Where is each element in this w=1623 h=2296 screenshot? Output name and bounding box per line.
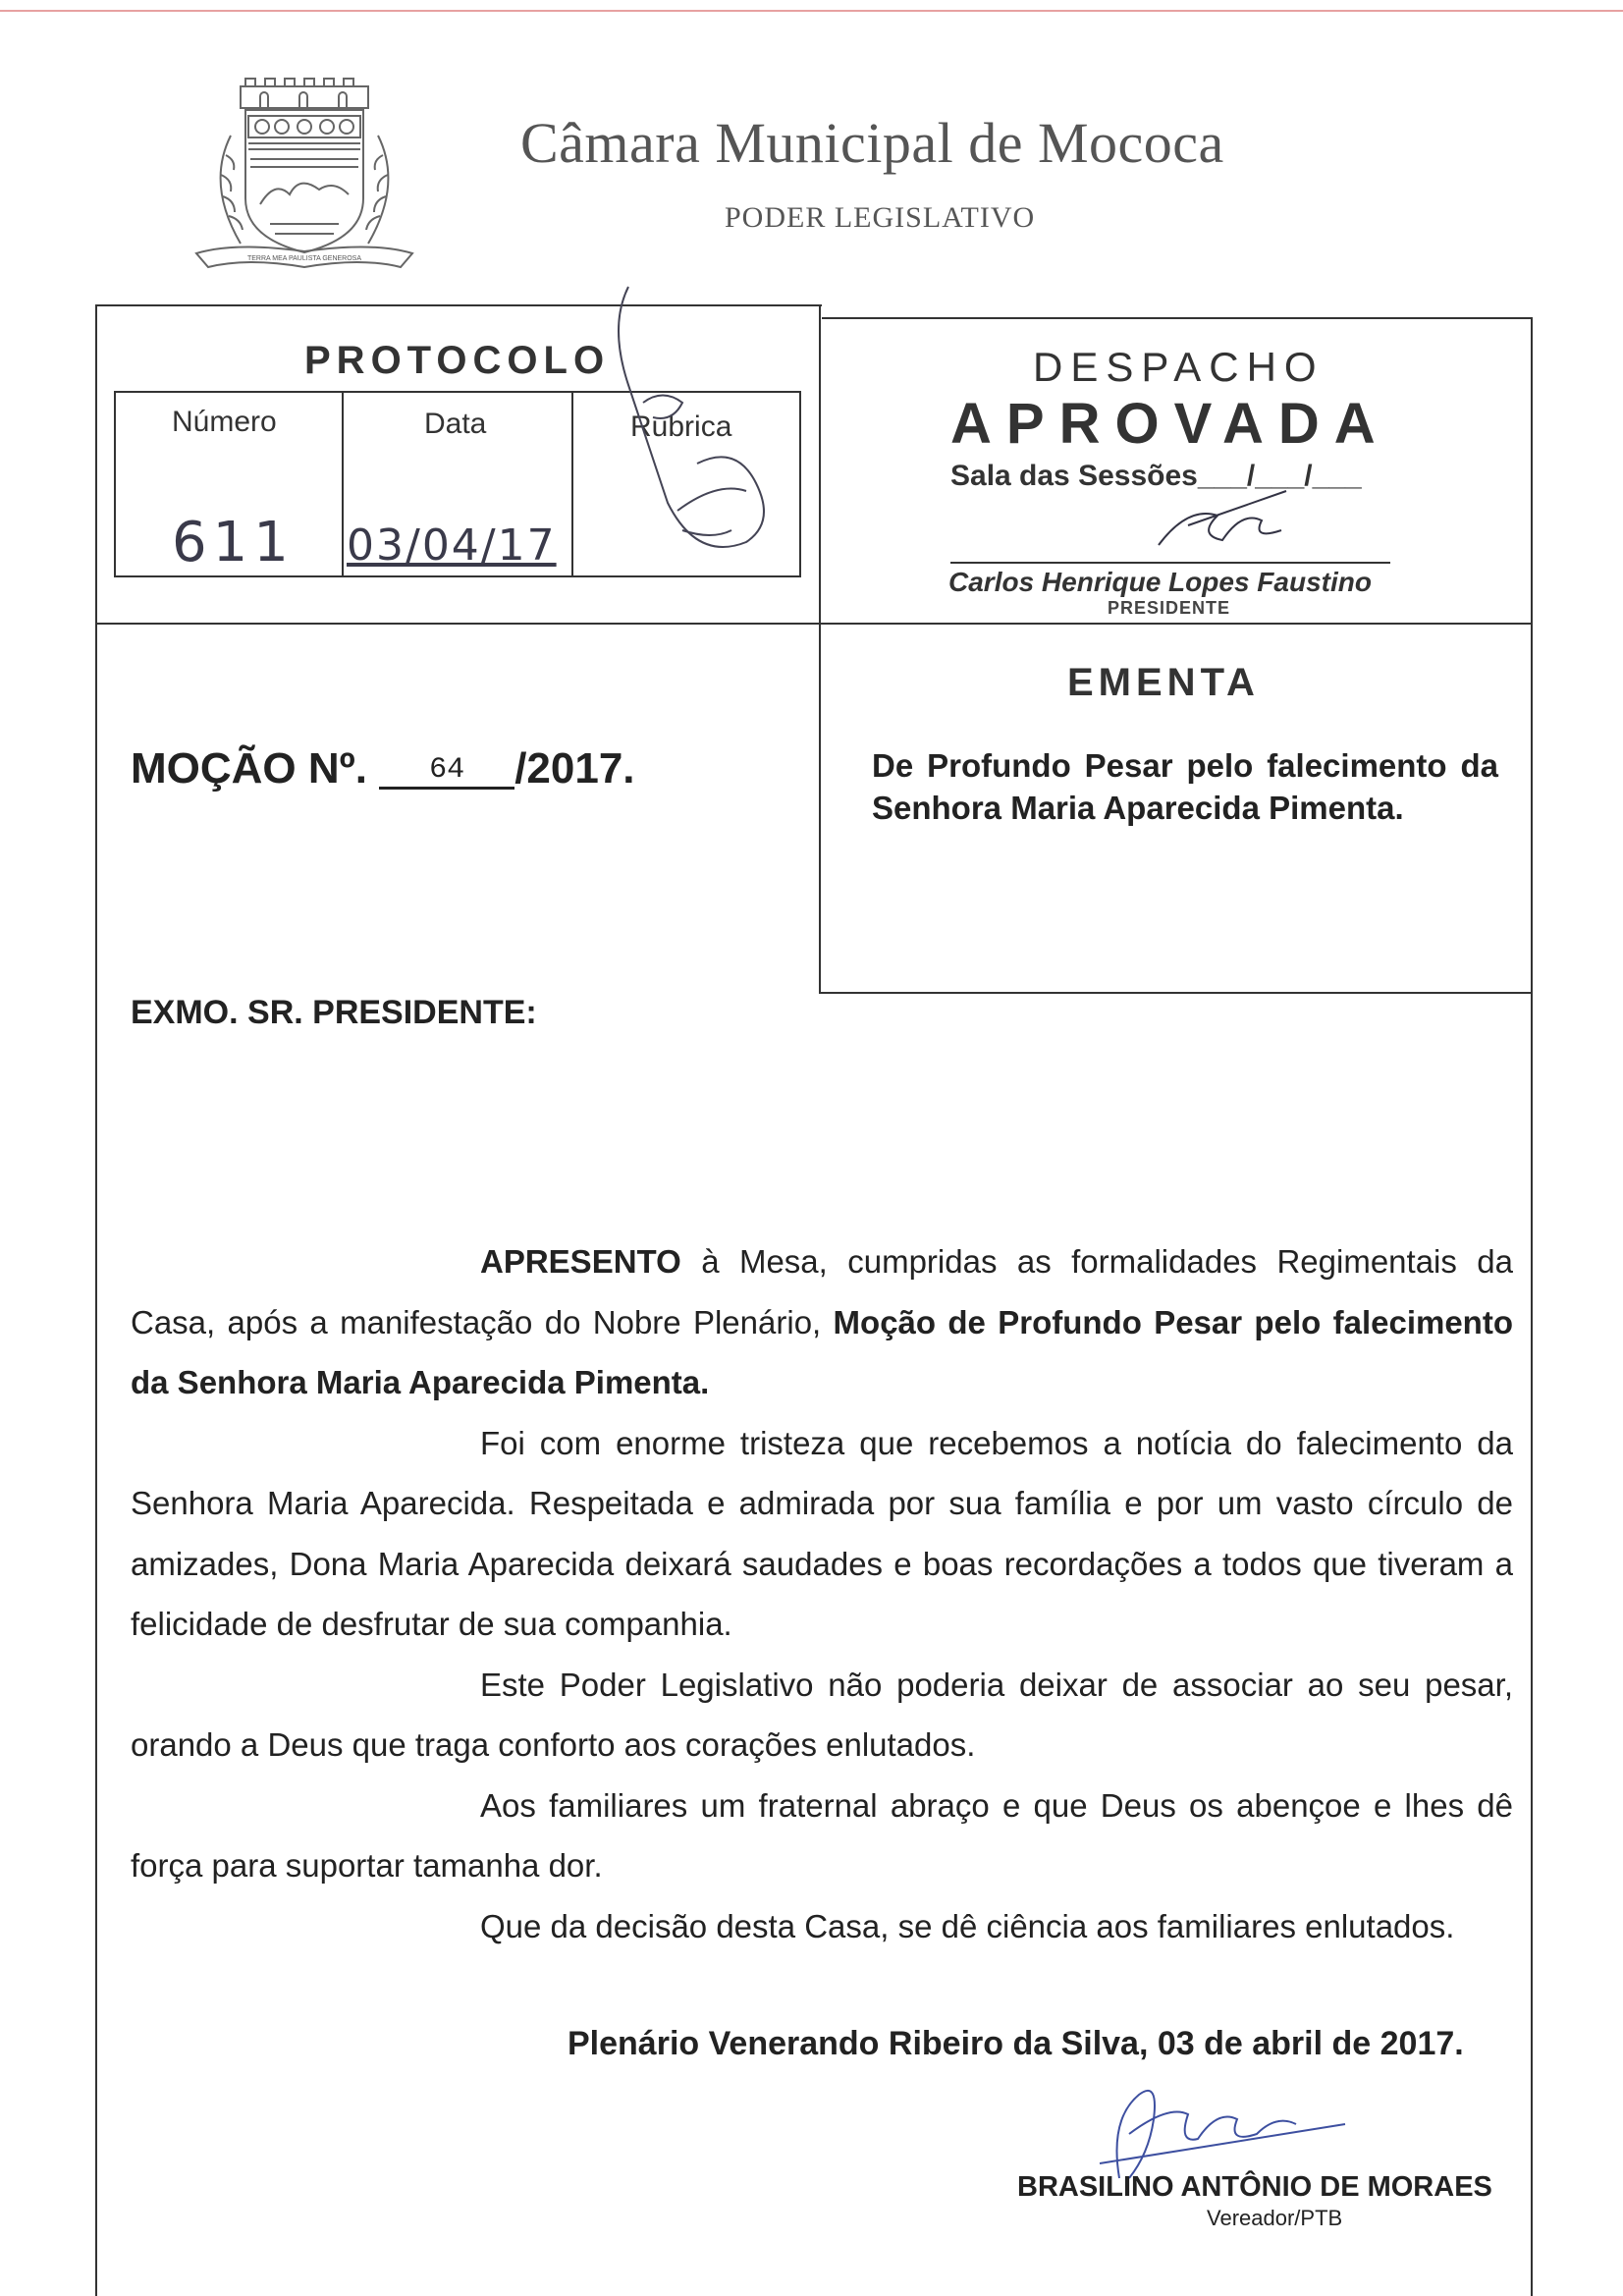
protocolo-title: PROTOCOLO xyxy=(304,339,611,382)
closing-line: Plenário Venerando Ribeiro da Silva, 03 de abril de 2017. xyxy=(568,2025,1464,2062)
frame-row-divider xyxy=(95,623,1533,625)
body-paragraph-2: Foi com enorme tristeza que recebemos a notícia do falecimento da Senhora Maria Aparecida. Respeitada e admirada por sua família e por um vasto círculo de amizades, Dona Maria Aparecida deixará saudades e boas recordações a todos que tiveram a felicidade de desfrutar de sua companhia. xyxy=(131,1424,1513,1642)
ementa-title: EMENTA xyxy=(1067,661,1260,704)
protocolo-numero-value: 611 xyxy=(172,511,295,574)
mocao-prefix: MOÇÃO Nº. xyxy=(131,744,367,793)
signer-role: Vereador/PTB xyxy=(1207,2206,1343,2230)
protocolo-table-right xyxy=(799,391,801,577)
president-name: Carlos Henrique Lopes Faustino xyxy=(948,567,1372,597)
municipal-crest-icon xyxy=(191,77,417,295)
president-signature-icon xyxy=(1149,486,1296,565)
protocolo-col-divider-2 xyxy=(571,391,573,577)
body-text xyxy=(131,1231,1513,1956)
protocolo-data-value: 03/04/17 xyxy=(347,520,557,571)
mocao-suffix: /2017. xyxy=(514,744,635,793)
protocolo-numero-label: Número xyxy=(172,406,277,438)
body-paragraph-3: Este Poder Legislativo não poderia deixar de associar ao seu pesar, orando a Deus que traga conforto aos corações enlutados. xyxy=(131,1666,1513,1763)
signer-name: BRASILINO ANTÔNIO DE MORAES xyxy=(1017,2171,1492,2203)
mocao-heading xyxy=(131,744,635,793)
frame-top-right xyxy=(822,317,1533,319)
sala-sessoes: Sala das Sessões___/___/___ xyxy=(950,460,1362,492)
body-paragraph-4: Aos familiares um fraternal abraço e que Deus os abençoe e lhes dê força para suportar tamanha dor. xyxy=(131,1786,1513,1884)
protocolo-table-left xyxy=(114,391,116,577)
salutation: EXMO. SR. PRESIDENTE: xyxy=(131,994,537,1031)
crest-motto: TERRA MEA PAULISTA GENEROSA xyxy=(246,255,362,262)
president-role: PRESIDENTE xyxy=(1108,598,1231,618)
body-paragraph-5: Que da decisão desta Casa, se dê ciência aos familiares enlutados. xyxy=(480,1907,1455,1944)
ementa-text: De Profundo Pesar pelo falecimento da Senhora Maria Aparecida Pimenta. xyxy=(872,747,1498,826)
despacho-title: DESPACHO xyxy=(1033,344,1325,390)
protocolo-col-divider-1 xyxy=(342,391,344,577)
approval-stamp: APROVADA xyxy=(950,392,1390,456)
rubrica-signature-icon xyxy=(589,285,785,579)
protocolo-rubrica-label: Rubrica xyxy=(630,410,732,443)
mocao-number: 64 xyxy=(379,753,514,790)
frame-right xyxy=(1531,317,1533,2296)
body-paragraph-1: APRESENTO à Mesa, cumpridas as formalidades Regimentais da Casa, após a manifestação do Nobre Plenário, Moção de Profundo Pesar pelo falecimento da Senhora Maria Aparecida Pimenta. xyxy=(131,1243,1513,1400)
frame-left xyxy=(95,304,97,2296)
org-name: Câmara Municipal de Mococa xyxy=(520,111,1224,175)
frame-ementa-bottom xyxy=(819,992,1533,994)
top-edge-line xyxy=(0,10,1623,12)
protocolo-data-label: Data xyxy=(424,408,487,440)
org-subtitle: PODER LEGISLATIVO xyxy=(725,201,1036,234)
frame-middle-divider xyxy=(819,304,821,992)
